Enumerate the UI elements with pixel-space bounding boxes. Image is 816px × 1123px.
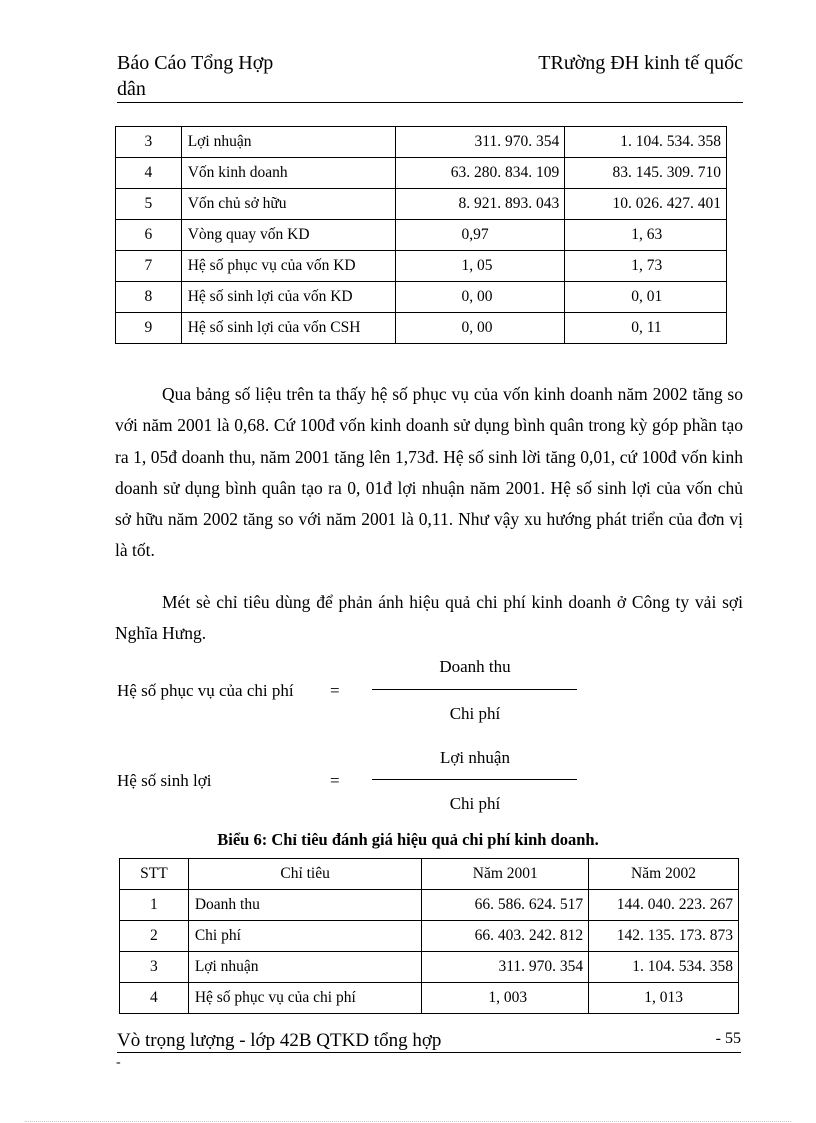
header-indicator: Chỉ tiêu — [188, 859, 422, 890]
header-right: TRường ĐH kinh tế quốc — [538, 52, 743, 74]
intro-paragraph — [115, 587, 743, 650]
equals-sign: = — [330, 681, 340, 700]
formula-label: Hệ số sinh lợi — [117, 771, 212, 790]
cell-2002: 1. 104. 534. 358 — [565, 127, 727, 158]
cell-stt: 9 — [116, 313, 182, 344]
cell-2001: 0,97 — [395, 220, 565, 251]
cell-2001: 0, 00 — [395, 282, 565, 313]
table-row — [120, 952, 739, 983]
cost-efficiency-table — [119, 858, 739, 1014]
table-row — [120, 921, 739, 952]
cell-name: Vốn chủ sở hữu — [181, 189, 395, 220]
cell-name: Hệ số phục vụ của chi phí — [188, 983, 422, 1014]
cell-2001: 66. 403. 242. 812 — [422, 921, 589, 952]
cell-2001: 311. 970. 354 — [422, 952, 589, 983]
footer-author: Vò trọng lượng - lớp 42B QTKD tổng hợp — [117, 1030, 442, 1051]
cell-name: Lợi nhuận — [188, 952, 422, 983]
cell-stt: 4 — [120, 983, 189, 1014]
cell-name: Vòng quay vốn KD — [181, 220, 395, 251]
cell-stt: 7 — [116, 251, 182, 282]
cell-name: Lợi nhuận — [181, 127, 395, 158]
formula-numerator: Doanh thu — [439, 657, 511, 676]
page-header — [117, 52, 743, 103]
header-right-continuation: dân — [117, 78, 146, 100]
cell-2001: 1, 003 — [422, 983, 589, 1014]
cell-2002: 142. 135. 173. 873 — [589, 921, 739, 952]
table-caption: Biểu 6: Chỉ tiêu đánh giá hiệu quả chi phí kinh doanh. — [217, 830, 599, 849]
cell-2002: 0, 11 — [565, 313, 727, 344]
cell-2001: 63. 280. 834. 109 — [395, 158, 565, 189]
cell-name: Vốn kinh doanh — [181, 158, 395, 189]
analysis-paragraph — [115, 379, 743, 567]
cell-2002: 1, 73 — [565, 251, 727, 282]
cell-stt: 2 — [120, 921, 189, 952]
cell-name: Doanh thu — [188, 890, 422, 921]
table-row — [116, 127, 727, 158]
capital-efficiency-table — [115, 126, 727, 344]
cell-2001: 1, 05 — [395, 251, 565, 282]
formula-denominator: Chi phí — [449, 794, 501, 813]
table-row — [116, 189, 727, 220]
table-row — [120, 983, 739, 1014]
cell-2001: 0, 00 — [395, 313, 565, 344]
cell-name: Hệ số phục vụ của vốn KD — [181, 251, 395, 282]
cell-stt: 1 — [120, 890, 189, 921]
cell-2001: 311. 970. 354 — [395, 127, 565, 158]
table-row — [120, 890, 739, 921]
analysis-text: Qua bảng số liệu trên ta thấy hệ số phục vụ của vốn kinh doanh năm 2002 tăng so với năm 2001 là 0,68. Cứ 100đ vốn kinh doanh sử dụng bình quân trong kỳ góp phần tạo ra 1, 05đ doanh thu, năm 2001 tăng lên 1,73đ. Hệ số sinh lời tăng 0,01, cứ 100đ vốn kinh doanh sử dụng bình quân tạo ra 0, 01đ lợi nhuận năm 2001. Hệ số sinh lợi của vốn chủ sở hữu năm 2002 tăng so với năm 2001 là 0,11. Như vậy xu hướng phát triển của đơn vị là tốt. — [115, 384, 743, 561]
formula-denominator: Chi phí — [449, 704, 501, 723]
table-row — [116, 158, 727, 189]
formula-numerator: Lợi nhuận — [440, 748, 510, 767]
intro-text: Mét sè chỉ tiêu dùng để phản ánh hiệu quả chi phí kinh doanh ở Công ty vải sợi Nghĩa Hưng. — [115, 592, 743, 644]
cell-name: Hệ số sinh lợi của vốn CSH — [181, 313, 395, 344]
cell-stt: 4 — [116, 158, 182, 189]
cell-name: Chi phí — [188, 921, 422, 952]
table-row — [116, 282, 727, 313]
header-stt: STT — [120, 859, 189, 890]
cell-2002: 83. 145. 309. 710 — [565, 158, 727, 189]
footer-dash: - — [116, 1055, 121, 1070]
cell-stt: 3 — [116, 127, 182, 158]
fraction-line — [372, 779, 577, 780]
cell-2001: 66. 586. 624. 517 — [422, 890, 589, 921]
table-row — [116, 220, 727, 251]
cell-2002: 1. 104. 534. 358 — [589, 952, 739, 983]
cell-stt: 5 — [116, 189, 182, 220]
page-number: - 55 — [715, 1030, 741, 1047]
cell-stt: 6 — [116, 220, 182, 251]
cell-2002: 1, 013 — [589, 983, 739, 1014]
cell-2001: 8. 921. 893. 043 — [395, 189, 565, 220]
cell-2002: 144. 040. 223. 267 — [589, 890, 739, 921]
table-row — [116, 313, 727, 344]
table-row — [116, 251, 727, 282]
page-footer — [117, 1030, 741, 1053]
cell-name: Hệ số sinh lợi của vốn KD — [181, 282, 395, 313]
cell-stt: 8 — [116, 282, 182, 313]
cell-2002: 0, 01 — [565, 282, 727, 313]
fraction-line — [372, 689, 577, 690]
cell-stt: 3 — [120, 952, 189, 983]
table-header-row — [120, 859, 739, 890]
cell-2002: 10. 026. 427. 401 — [565, 189, 727, 220]
cell-2002: 1, 63 — [565, 220, 727, 251]
header-2002: Năm 2002 — [589, 859, 739, 890]
page-edge-divider — [25, 1121, 791, 1122]
equals-sign: = — [330, 771, 340, 790]
header-left: Báo Cáo Tổng Hợp — [117, 52, 274, 74]
formula-label: Hệ số phục vụ của chi phí — [117, 681, 294, 700]
header-2001: Năm 2001 — [422, 859, 589, 890]
